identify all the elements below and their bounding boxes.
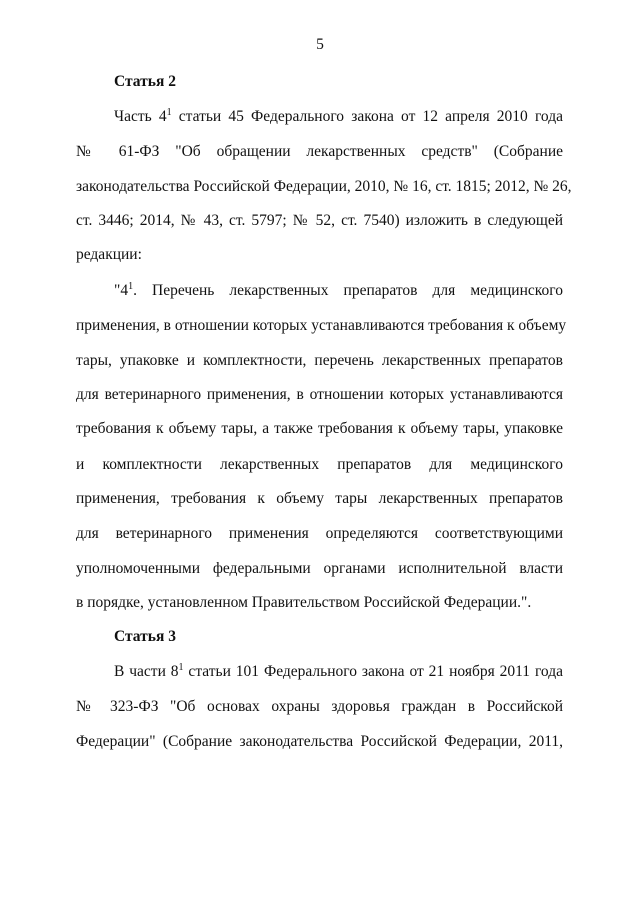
article-2-line	[114, 108, 563, 126]
article-2-line: ст. 3446; 2014, № 43, ст. 5797; № 52, ст. 7540) изложить в следующей	[76, 212, 563, 229]
article-3-line: № 323-ФЗ "Об основах охраны здоровья граждан в Российской	[76, 698, 563, 715]
article-2-line: № 61-ФЗ "Об обращении лекарственных средств" (Собрание	[76, 143, 563, 160]
article-2-line: требования к объему тары, а также требования к объему тары, упаковке	[76, 420, 563, 437]
article-3-line: Федерации" (Собрание законодательства Российской Федерации, 2011,	[76, 733, 563, 750]
article-3-heading: Статья 3	[114, 628, 176, 645]
line-text: Часть 4	[114, 108, 167, 125]
article-2-line	[114, 282, 563, 300]
article-2-line: редакции:	[76, 246, 142, 263]
page-number: 5	[316, 36, 324, 53]
article-3-line	[114, 663, 563, 681]
line-text: "4	[114, 282, 129, 299]
line-text: . Перечень лекарственных препаратов для медицинского	[133, 282, 563, 299]
article-2-line: применения, требования к объему тары лекарственных препаратов	[76, 490, 563, 507]
line-text: В части 8	[114, 663, 179, 680]
article-2-line: для ветеринарного применения определяются соответствующими	[76, 525, 563, 542]
superscript: 1	[128, 281, 134, 292]
superscript: 1	[178, 662, 184, 673]
article-2-line: и комплектности лекарственных препаратов для медицинского	[76, 456, 563, 473]
article-2-line: в порядке, установленном Правительством Российской Федерации.".	[76, 594, 532, 611]
superscript: 1	[166, 107, 172, 118]
article-2-line: уполномоченными федеральными органами исполнительной власти	[76, 560, 563, 577]
article-2-line: для ветеринарного применения, в отношении которых устанавливаются	[76, 386, 563, 403]
line-text: статьи 45 Федерального закона от 12 апреля 2010 года	[171, 108, 563, 125]
article-2-line: применения, в отношении которых устанавливаются требования к объему	[76, 317, 567, 334]
line-text: статьи 101 Федерального закона от 21 ноября 2011 года	[183, 663, 563, 680]
article-2-heading: Статья 2	[114, 73, 176, 90]
article-2-line: законодательства Российской Федерации, 2010, № 16, ст. 1815; 2012, № 26,	[76, 178, 572, 195]
article-2-line: тары, упаковке и комплектности, перечень лекарственных препаратов	[76, 352, 563, 369]
